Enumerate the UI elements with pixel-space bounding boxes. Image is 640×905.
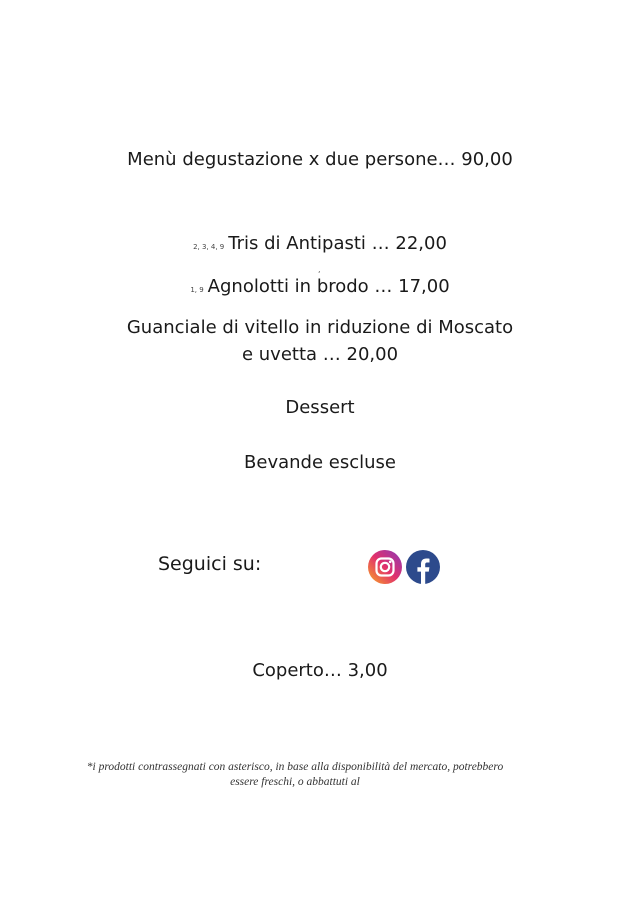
menu-item-agnolotti xyxy=(0,275,640,302)
instagram-icon[interactable] xyxy=(368,550,402,584)
allergen-codes: 2, 3, 4, 9 xyxy=(193,243,225,251)
footnote-line-1: *i prodotti contrassegnati con asterisco, in base alla disponibilità del mercato, potrebbero xyxy=(86,761,504,773)
menu-item-guanciale-line2: e uvetta … 20,00 xyxy=(241,344,399,365)
menu-title: Menù degustazione x due persone… 90,00 xyxy=(127,149,513,170)
facebook-icon[interactable] xyxy=(406,550,440,584)
menu-item-antipasti xyxy=(0,232,640,259)
follow-us-label: Seguici su: xyxy=(158,553,262,575)
footnote xyxy=(0,760,590,790)
menu-drinks-note: Bevande escluse xyxy=(244,452,396,473)
menu-item-guanciale-line1: Guanciale di vitello in riduzione di Moscato xyxy=(126,317,514,338)
footnote-line-2: essere freschi, o abbattuti al xyxy=(230,776,360,788)
menu-dessert: Dessert xyxy=(285,397,355,418)
social-links xyxy=(368,550,440,584)
menu-item-text: Tris di Antipasti … 22,00 xyxy=(228,233,447,254)
menu-item-text: Agnolotti in brodo … 17,00 xyxy=(207,276,450,297)
cover-charge: Coperto… 3,00 xyxy=(252,660,388,681)
allergen-codes: 1, 9 xyxy=(190,286,204,294)
stray-mark: , xyxy=(318,265,321,274)
